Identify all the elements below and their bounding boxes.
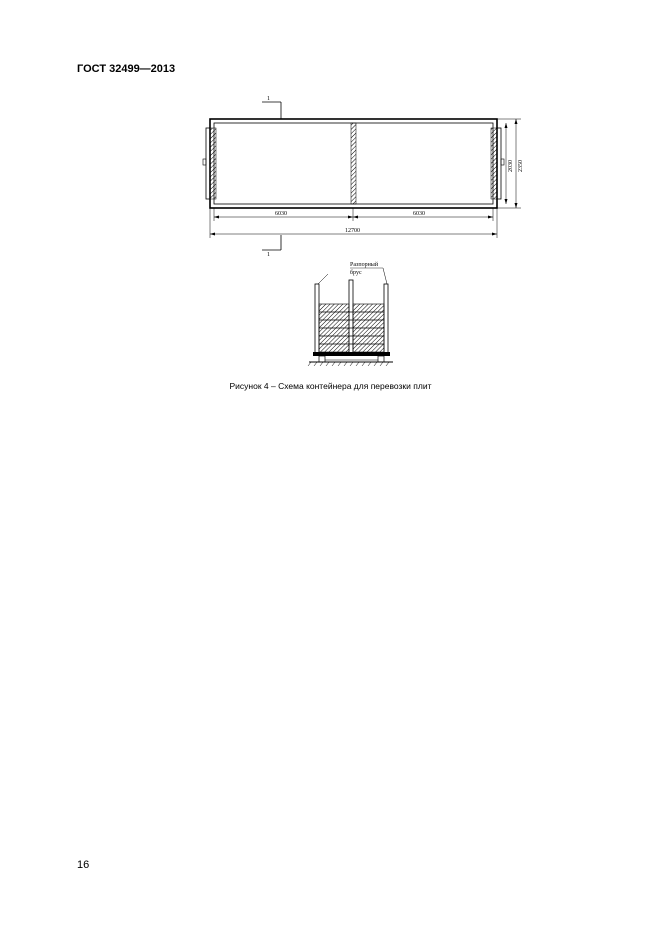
spacer-bar-label-1: Разпорный bbox=[350, 262, 379, 268]
container-plan-view bbox=[195, 90, 535, 260]
dim-total-length: 12700 bbox=[345, 228, 360, 234]
dim-right-section: 6030 bbox=[413, 211, 425, 217]
left-end-wall bbox=[210, 128, 216, 199]
right-end-wall bbox=[491, 128, 497, 199]
document-header: ГОСТ 32499—2013 bbox=[77, 63, 176, 75]
section-mark-top: 1 bbox=[267, 96, 270, 102]
dim-outer-width: 2350 bbox=[518, 160, 524, 172]
container-section-view bbox=[295, 254, 405, 369]
middle-partition bbox=[351, 123, 356, 204]
dim-inner-width: 2030 bbox=[508, 160, 514, 172]
section-mark-bottom: 1 bbox=[267, 252, 270, 258]
dim-left-section: 6030 bbox=[275, 211, 287, 217]
spacer-bar-label-2: брус bbox=[350, 270, 362, 276]
figure-caption: Рисунок 4 – Схема контейнера для перевозки плит bbox=[229, 381, 432, 391]
page-number: 16 bbox=[77, 859, 90, 871]
